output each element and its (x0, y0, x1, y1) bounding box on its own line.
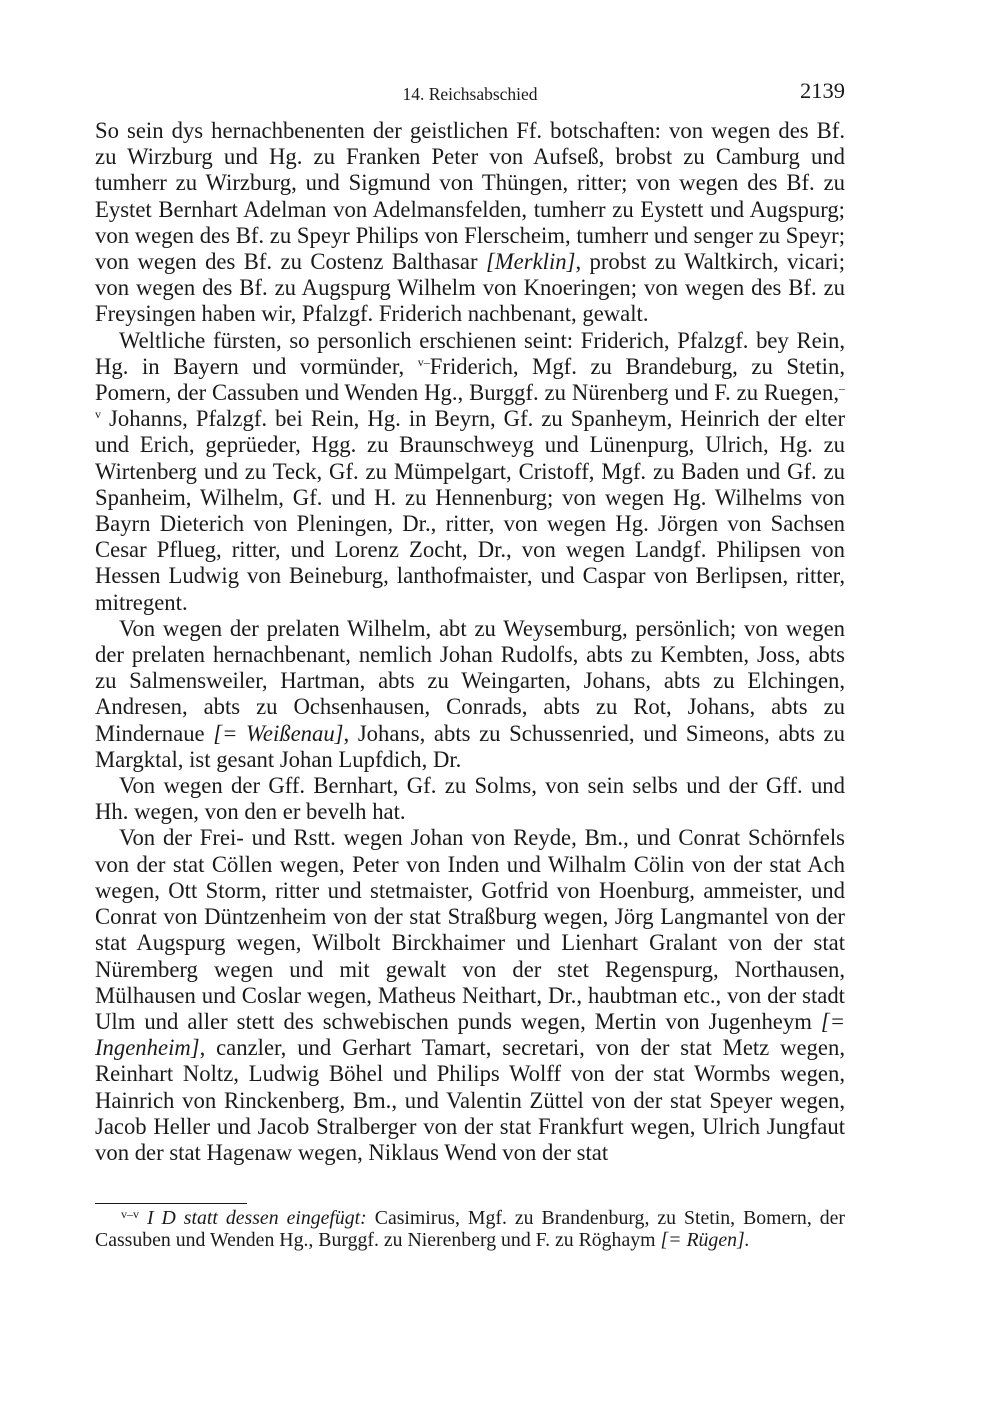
page-number: 2139 (800, 78, 845, 103)
text-segment: Von wegen der prelaten Wilhelm, abt zu Weysemburg, persönlich; von wegen der prelaten hernachbenant, nemlich Johan Rudolfs, abts zu Kembten, Joss, abts zu Salmensweiler, Hartman, abts zu Weingarten, Johans, abts zu Elchingen, Andresen, abts zu Ochsenhausen, Conrads, abts zu Rot, Johans, abts zu Mindernaue (95, 615, 845, 746)
footnote-editorial-note: I D statt dessen eingefügt: (146, 1207, 367, 1229)
editorial-insertion: [Merklin] (485, 249, 576, 275)
main-text (95, 118, 845, 1166)
text-segment: , Johans, abts zu Schussenried, und Simeons, abts zu Margktal, ist gesant Johan Lupfdich, Dr. (95, 720, 845, 772)
paragraph (95, 328, 845, 616)
footnote-divider (95, 1203, 247, 1204)
footnote-marker: v–v (121, 1207, 139, 1221)
paragraph (95, 773, 845, 825)
text-segment: So sein dys hernachbenenten der geistlichen Ff. botschaften: von wegen des Bf. zu Wirzburg und Hg. zu Franken Peter von Aufseß, brobst zu Camburg und tumherr zu Wirzburg, und Sigmund von Thüngen, ritter; von wegen des Bf. zu Eystet Bernhart Adelman von Adelmansfelden, tumherr zu Eystett und Augspurg; von wegen des Bf. zu Speyr Philips von Flerscheim, tumherr und senger zu Speyr; von wegen des Bf. zu Costenz Balthasar (95, 118, 845, 275)
text-segment: Von der Frei- und Rstt. wegen Johan von Reyde, Bm., und Conrat Schörnfels von der stat Cöllen wegen, Peter von Inden und Wilhalm Cölin von der stat Ach wegen, Ott Storm, ritter und stetmaister, Gotfrid von Hoenburg, ammeister, und Conrat von Düntzenheim von der stat Straßburg wegen, Jörg Langmantel von der stat Augspurg wegen, Wilbolt Birckhaimer und Lienhart Gralant von der stat Nüremberg wegen und mit gewalt von der stet Regenspurg, Northausen, Mülhausen und Coslar wegen, Matheus Neithart, Dr., haubtman etc., von der stadt Ulm und aller stett des schwebischen punds wegen, Mertin von Jugenheym (95, 825, 845, 1034)
editorial-insertion: [= Weißenau] (213, 720, 344, 746)
text-segment: , canzler, und Gerhart Tamart, secretari, von der stat Metz wegen, Reinhart Noltz, Ludwig Böhel und Philips Wolff von der stat Wormbs wegen, Hainrich von Rinckenberg, Bm., und Valentin Züttel von der stat Speyer wegen, Jacob Heller und Jacob Stralberger von der stat Frankfurt wegen, Ulrich Jungfaut von der stat Hagenaw wegen, Niklaus Wend von der stat (95, 1035, 845, 1165)
text-segment: Von wegen der Gff. Bernhart, Gf. zu Solms, von sein selbs und der Gff. und Hh. wegen, von den er bevelh hat. (95, 773, 845, 825)
running-title: 14. Reichsabschied (402, 84, 538, 104)
editorial-insertion: [= Ingenheim] (95, 1008, 845, 1061)
text-segment: Johanns, Pfalzgf. bei Rein, Hg. in Beyrn, Gf. zu Spanheym, Heinrich der elter und Erich, geprüeder, Hgg. zu Braunschweyg und Lünenpurg, Ulrich, Hg. zu Wirtenberg und zu Teck, Gf. zu Mümpelgart, Cristoff, Mgf. zu Baden und Gf. zu Spanheim, Wilhelm, Gf. und H. zu Hennenburg; von wegen Hg. Wilhelms von Bayrn Dieterich von Pleningen, Dr., ritter, von wegen Hg. Jörgen von Sachsen Cesar Pflueg, ritter, und Lorenz Zocht, Dr., von wegen Landgf. Philipsen von Hessen Ludwig von Beineburg, lanthofmaister, und Caspar von Berlipsen, ritter, mitregent. (95, 406, 845, 615)
paragraph (95, 118, 845, 328)
paragraph (95, 616, 845, 773)
page-header (95, 78, 845, 108)
text-segment: , probst zu Waltkirch, vicari; von wegen des Bf. zu Augspurg Wilhelm von Knoeringen; von wegen des Bf. zu Freysingen haben wir, Pfalzgf. Friderich nachbenant, gewalt. (95, 249, 846, 327)
footnote-editorial-gloss: [= Rügen]. (660, 1228, 750, 1251)
footnote-text: Casimirus, Mgf. zu Brandenburg, zu Stetin, Bomern, der Cassuben und Wenden Hg., Burggf. zu Nierenberg und F. zu Röghaym (95, 1207, 846, 1251)
paragraph (95, 825, 845, 1166)
footnote (95, 1208, 845, 1251)
variant-marker: v– (417, 354, 430, 369)
text-segment: Friderich, Mgf. zu Brandeburg, zu Stetin, Pomern, der Cassuben und Wenden Hg., Burggf. zu Nürenberg und F. zu Ruegen, (95, 353, 845, 406)
variant-marker: –v (95, 381, 845, 422)
text-segment: Weltliche fürsten, so personlich erschienen seint: Friderich, Pfalzgf. bey Rein, Hg. in Bayern und vormünder, (95, 327, 845, 379)
